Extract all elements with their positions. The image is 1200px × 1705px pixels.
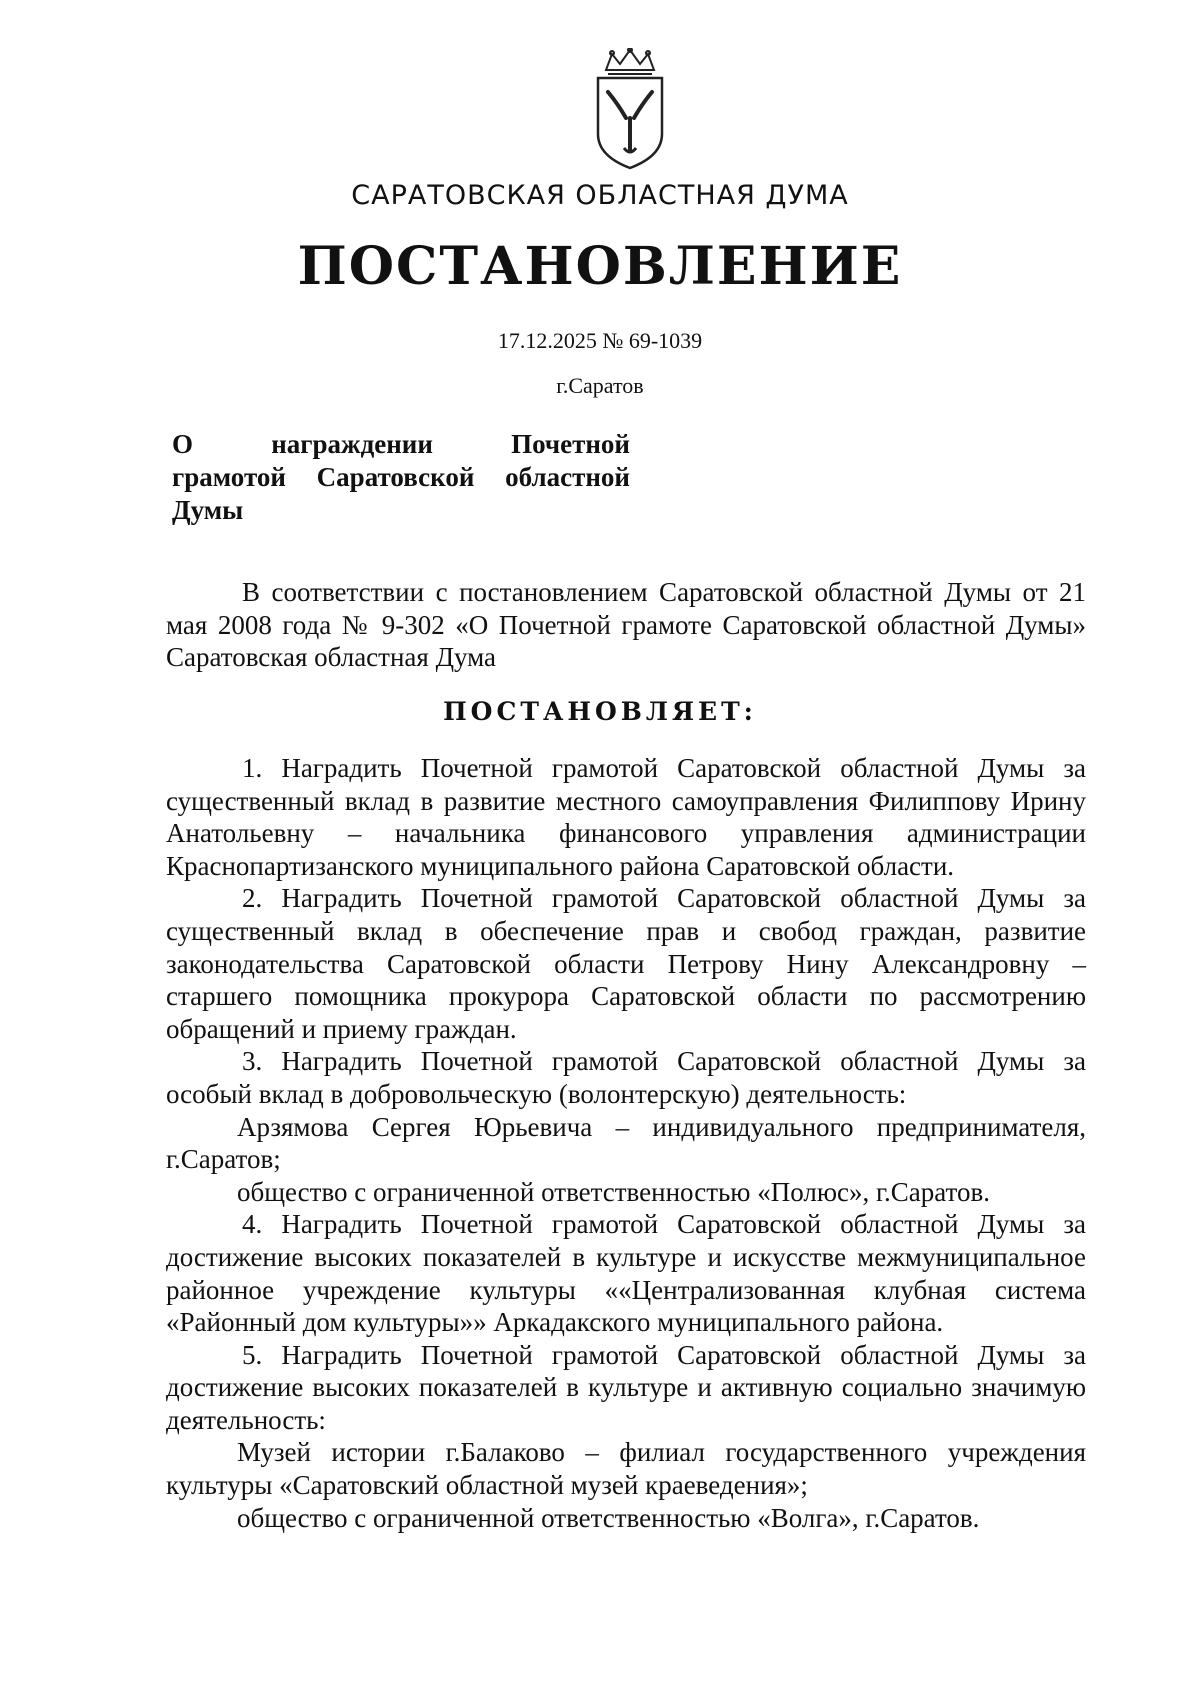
coat-of-arms-icon xyxy=(590,48,670,174)
preamble: В соответствии с постановлением Саратовской областной Думы от 21 мая 2008 года № 9-302 «О Почетной грамоте Саратовской областной Думы» Саратовская областная Дума xyxy=(166,577,1086,673)
decree-items xyxy=(166,752,1086,1534)
date-and-number: 17.12.2025 № 69-1039 xyxy=(497,328,703,353)
item-3-recipient-2: общество с ограниченной ответственностью «Полюс», г.Саратов. xyxy=(237,1176,990,1207)
item-4: 4. Наградить Почетной грамотой Саратовской областной Думы за достижение высоких показателей в культуре и искусстве межмуниципальное районное учреждение культуры ««Централизованная клубная система «Районный дом культуры»» Аркадакского муниципального района. xyxy=(166,1209,1086,1338)
document-subject xyxy=(172,428,630,527)
subject-line-2: грамотой Саратовской областной xyxy=(172,462,630,492)
item-5-recipient-1: Музей истории г.Балаково – филиал государственного учреждения культуры «Саратовский областной музей краеведения»; xyxy=(166,1437,1086,1501)
subject-line-3: Думы xyxy=(172,495,244,525)
city: г.Саратов xyxy=(556,373,644,398)
item-5: 5. Наградить Почетной грамотой Саратовской областной Думы за достижение высоких показателей в культуре и активную социально значимую деятельность: xyxy=(166,1339,1086,1435)
item-3: 3. Наградить Почетной грамотой Саратовской областной Думы за особый вклад в добровольческую (волонтерскую) деятельность: xyxy=(166,1046,1086,1109)
document-type-title: ПОСТАНОВЛЕНИЕ xyxy=(297,236,903,297)
subject-line-1: О награждении Почетной xyxy=(172,429,630,459)
item-2: 2. Наградить Почетной грамотой Саратовской областной Думы за существенный вклад в обеспечение прав и свобод граждан, развитие законодательства Саратовской области Петрову Нину Александровну – старшего помощника прокурора Саратовской области по рассмотрению обращений и приему граждан. xyxy=(166,883,1086,1044)
preamble-block xyxy=(166,576,1086,674)
organization-name: САРАТОВСКАЯ ОБЛАСТНАЯ ДУМА xyxy=(351,180,849,211)
item-1: 1. Наградить Почетной грамотой Саратовской областной Думы за существенный вклад в развитие местного самоуправления Филиппову Ирину Анатольевну – начальника финансового управления администрации Краснопартизанского муниципального района Саратовской области. xyxy=(166,753,1086,881)
item-3-recipient-1: Арзямова Сергея Юрьевича – индивидуального предпринимателя, г.Саратов; xyxy=(166,1111,1086,1175)
item-5-recipient-2: общество с ограниченной ответственностью «Волга», г.Саратов. xyxy=(237,1502,980,1533)
decree-word: ПОСТАНОВЛЯЕТ: xyxy=(443,697,757,726)
